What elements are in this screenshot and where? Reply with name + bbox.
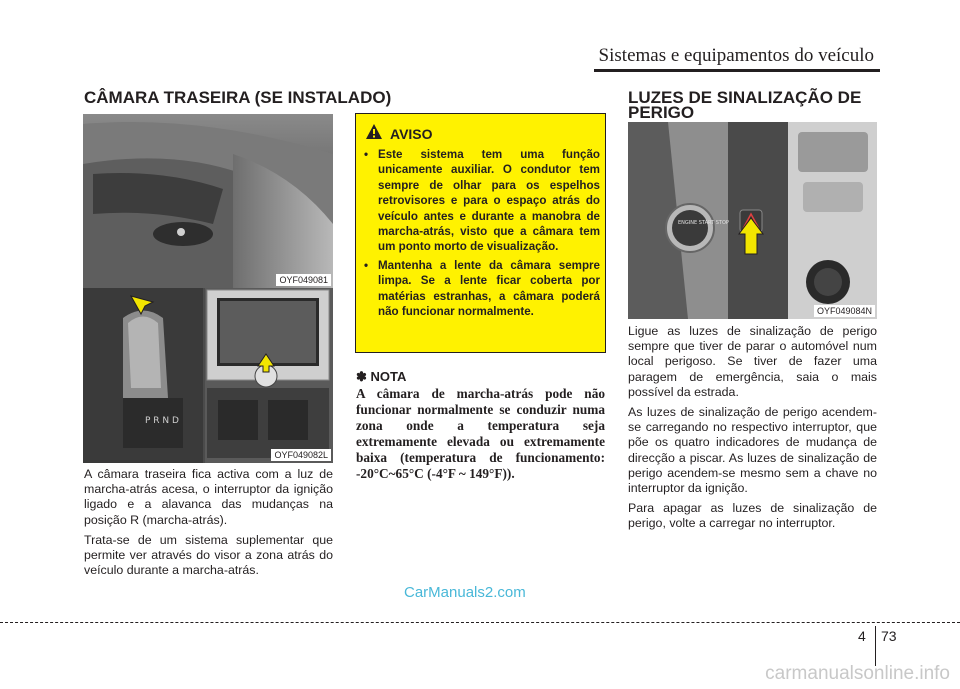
page-number: 73	[881, 628, 897, 644]
photo-code-label: OYF049084N	[814, 305, 875, 317]
footer-rule	[0, 622, 960, 623]
hazard-lights-body	[628, 324, 877, 537]
warning-title: AVISO	[390, 126, 433, 142]
page-separator	[875, 626, 876, 666]
gear-shift-photo	[83, 288, 333, 463]
gear-lever-illustration	[83, 288, 333, 463]
photo-code-label: OYF049082L	[271, 449, 331, 461]
warning-box	[355, 113, 606, 353]
header-rule	[594, 69, 880, 72]
paragraph: Para apagar as luzes de sinalização de perigo, volte a carregar no interruptor.	[628, 501, 877, 531]
car-rear-illustration	[83, 114, 333, 288]
warning-item-text: Este sistema tem uma função unicamente auxiliar. O condutor tem sempre de olhar para os espelhos retrovisores e para o espaço atrás do veículo antes e durante a manobra de marcha-atrás, visto que a câmara tem um ponto morto de visualização.	[378, 148, 600, 254]
warning-item	[364, 258, 600, 320]
warning-triangle-icon	[366, 124, 382, 139]
hazard-switch-photo	[628, 122, 877, 319]
paragraph: As luzes de sinalização de perigo acendem-se carregando no respectivo interruptor, que põe os quatro indicadores de mudança de direcção a piscar. As luzes de sinalização de perigo acendem-se mesmo sem a chave no interruptor da ignição.	[628, 405, 877, 496]
section-title-hazard-lights: LUZES DE SINALIZAÇÃO DE PERIGO	[628, 88, 862, 122]
bullet: •	[364, 148, 369, 161]
photo-code-label: OYF049081	[276, 274, 331, 286]
dashboard-illustration	[628, 122, 877, 319]
chapter-number: 4	[858, 628, 866, 644]
bullet: •	[364, 258, 369, 272]
paragraph: Ligue as luzes de sinalização de perigo sempre que tiver de parar o automóvel num local perigoso. Se tiver de fazer uma paragem de emergência, saia o mais possível da estrada.	[628, 324, 877, 399]
warning-list	[364, 147, 600, 322]
rear-camera-body	[84, 467, 333, 583]
paragraph: A câmara traseira fica activa com a luz de marcha-atrás acesa, o interruptor da ignição ligado e a alavanca das mudanças na posição R (marcha-atrás).	[84, 467, 333, 527]
warning-item-text: Mantenha a lente da câmara sempre limpa. Se a lente ficar coberta por matérias estranhas, a câmara poderá não funcionar normalmente.	[378, 258, 600, 319]
site-watermark: carmanualsonline.info	[765, 663, 950, 684]
start-button-label: ENGINE START STOP	[678, 220, 729, 226]
warning-item	[364, 147, 600, 255]
running-header: Sistemas e equipamentos do veículo	[598, 45, 874, 66]
paragraph: Trata-se de um sistema suplementar que permite ver através do visor a zona atrás do veículo durante a marcha-atrás.	[84, 532, 333, 578]
svg-text:P R N D: P R N D	[145, 416, 179, 426]
section-title-rear-camera: CÂMARA TRASEIRA (SE INSTALADO)	[84, 88, 392, 107]
note-title: ✽ NOTA	[356, 369, 407, 384]
rear-camera-photo	[83, 114, 333, 288]
watermark-link[interactable]: CarManuals2.com	[404, 584, 526, 601]
note-text: A câmara de marcha-atrás pode não funcionar normalmente se conduzir numa zona onde a temperatura seja extremamente elevada ou extremamente baixa (temperatura de funcionamento: -20°C~65°C (-4°F ~ 149°F)).	[356, 386, 605, 481]
